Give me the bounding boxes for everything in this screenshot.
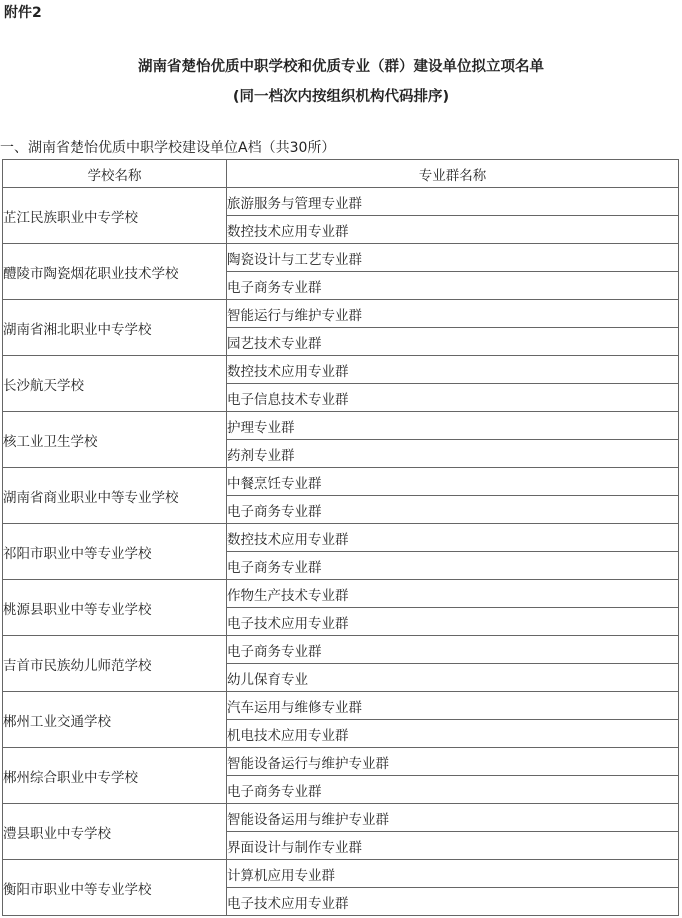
major-group-cell: 数控技术应用专业群 (227, 356, 679, 384)
major-group-cell: 作物生产技术专业群 (227, 580, 679, 608)
major-group-cell: 数控技术应用专业群 (227, 524, 679, 552)
table-row (3, 412, 679, 440)
table-row (3, 300, 679, 328)
table-row (3, 244, 679, 272)
school-name-cell: 桃源县职业中等专业学校 (3, 580, 227, 636)
table-row (3, 188, 679, 216)
school-name-cell: 衡阳市职业中等专业学校 (3, 860, 227, 916)
table-row (3, 748, 679, 776)
major-group-cell: 数控技术应用专业群 (227, 216, 679, 244)
major-group-cell: 中餐烹饪专业群 (227, 468, 679, 496)
major-group-cell: 电子商务专业群 (227, 636, 679, 664)
major-group-cell: 电子商务专业群 (227, 496, 679, 524)
major-group-cell: 机电技术应用专业群 (227, 720, 679, 748)
major-group-cell: 汽车运用与维修专业群 (227, 692, 679, 720)
school-name-cell: 醴陵市陶瓷烟花职业技术学校 (3, 244, 227, 300)
major-group-cell: 电子商务专业群 (227, 272, 679, 300)
table-row (3, 804, 679, 832)
school-name-cell: 湖南省商业职业中等专业学校 (3, 468, 227, 524)
school-name-cell: 郴州工业交通学校 (3, 692, 227, 748)
major-group-cell: 旅游服务与管理专业群 (227, 188, 679, 216)
school-list-table (2, 159, 679, 916)
section-heading: 一、湖南省楚怡优质中职学校建设单位A档（共30所） (0, 140, 336, 156)
table-row (3, 580, 679, 608)
major-group-cell: 电子技术应用专业群 (227, 888, 679, 916)
major-group-cell: 护理专业群 (227, 412, 679, 440)
header-major-group: 专业群名称 (227, 160, 679, 188)
table-row (3, 468, 679, 496)
table-body (3, 188, 679, 916)
school-name-cell: 芷江民族职业中专学校 (3, 188, 227, 244)
school-name-cell: 祁阳市职业中等专业学校 (3, 524, 227, 580)
school-name-cell: 澧县职业中专学校 (3, 804, 227, 860)
school-name-cell: 长沙航天学校 (3, 356, 227, 412)
table-row (3, 636, 679, 664)
document-subtitle: (同一档次内按组织机构代码排序) (232, 89, 450, 105)
school-name-cell: 湖南省湘北职业中专学校 (3, 300, 227, 356)
school-name-cell: 郴州综合职业中专学校 (3, 748, 227, 804)
table-row (3, 860, 679, 888)
header-school-name: 学校名称 (3, 160, 227, 188)
major-group-cell: 药剂专业群 (227, 440, 679, 468)
table-row (3, 692, 679, 720)
table-row (3, 356, 679, 384)
major-group-cell: 智能设备运用与维护专业群 (227, 804, 679, 832)
major-group-cell: 电子商务专业群 (227, 776, 679, 804)
table-row (3, 524, 679, 552)
major-group-cell: 幼儿保育专业 (227, 664, 679, 692)
school-name-cell: 吉首市民族幼儿师范学校 (3, 636, 227, 692)
major-group-cell: 电子商务专业群 (227, 552, 679, 580)
major-group-cell: 电子信息技术专业群 (227, 384, 679, 412)
attachment-label: 附件2 (4, 5, 42, 21)
major-group-cell: 计算机应用专业群 (227, 860, 679, 888)
major-group-cell: 智能运行与维护专业群 (227, 300, 679, 328)
school-name-cell: 核工业卫生学校 (3, 412, 227, 468)
table-header-row (3, 160, 679, 188)
document-title: 湖南省楚怡优质中职学校和优质专业（群）建设单位拟立项名单 (138, 59, 544, 75)
major-group-cell: 电子技术应用专业群 (227, 608, 679, 636)
major-group-cell: 智能设备运行与维护专业群 (227, 748, 679, 776)
major-group-cell: 陶瓷设计与工艺专业群 (227, 244, 679, 272)
major-group-cell: 界面设计与制作专业群 (227, 832, 679, 860)
major-group-cell: 园艺技术专业群 (227, 328, 679, 356)
